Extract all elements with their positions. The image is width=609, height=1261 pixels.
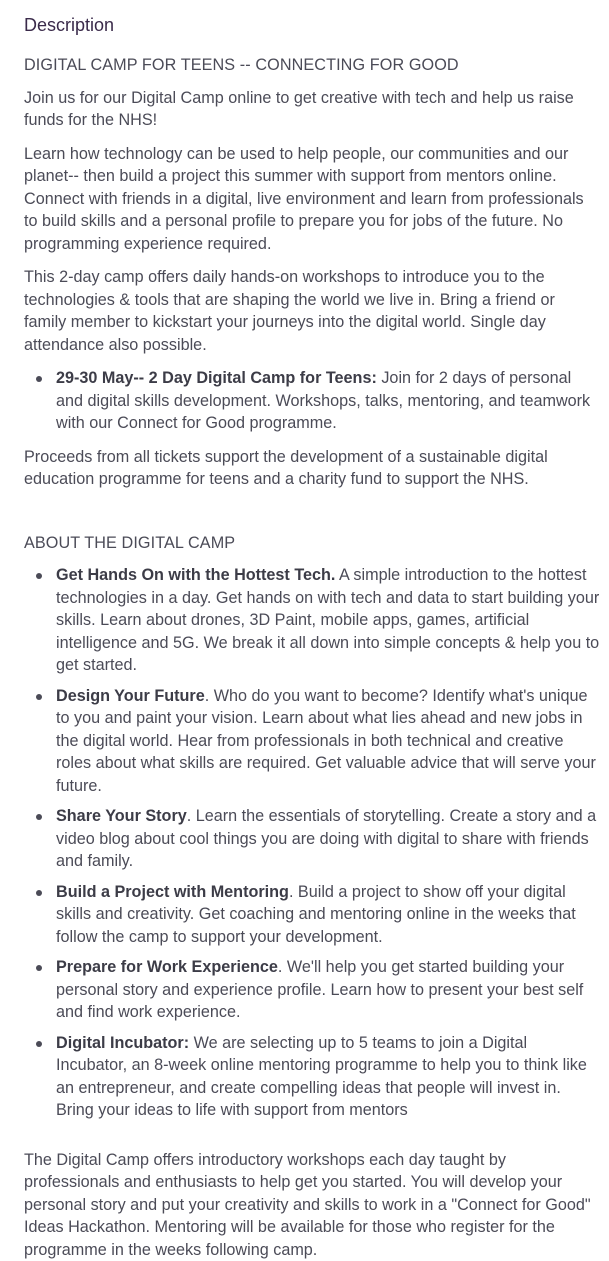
list-item (56, 805, 601, 873)
bullet-icon (36, 573, 42, 579)
list-item-text: We are selecting up to 5 teams to join a Digital Incubator, an 8-week online mentoring programme to help you to think like an entrepreneur, and create compelling ideas that people will invest in. Bring your ideas to life with support from mentors (56, 1034, 587, 1120)
list-item (56, 881, 601, 949)
description-heading: Description (24, 12, 601, 38)
proceeds-paragraph: Proceeds from all tickets support the development of a sustainable digital education programme for teens and a charity fund to support the NHS. (24, 446, 601, 491)
bullet-icon (36, 694, 42, 700)
list-item-text: . Learn the essentials of storytelling. Create a story and a video blog about cool things you are doing with digital to share with friends and family. (56, 807, 596, 870)
list-item-bold: Get Hands On with the Hottest Tech. (56, 566, 335, 584)
camp-paragraph: This 2-day camp offers daily hands-on workshops to introduce you to the technologies & tools that are shaping the world we live in. Bring a friend or family member to kickstart your journeys into the digital world. Single day attendance also possible. (24, 266, 601, 356)
learn-paragraph: Learn how technology can be used to help people, our communities and our planet-- then build a project this summer with support from mentors online. Connect with friends in a digital, live environment and learn from professionals to build skills and a personal profile to prepare you for jobs of the future. No programming experience required. (24, 143, 601, 256)
bullet-icon (36, 376, 42, 382)
list-item-text: A simple introduction to the hottest technologies in a day. Get hands on with tech and data to start building your skills. Learn about drones, 3D Paint, mobile apps, games, artificial intelligence and 5G. We break it all down into simple concepts & help you to get started. (56, 566, 599, 674)
about-list (24, 564, 601, 1122)
list-item-bold: Prepare for Work Experience (56, 958, 278, 976)
list-item-bold: Build a Project with Mentoring (56, 883, 289, 901)
list-item-bold: Share Your Story (56, 807, 187, 825)
bullet-icon (36, 814, 42, 820)
list-item (56, 685, 601, 798)
list-item (56, 564, 601, 677)
section-spacer (24, 1133, 601, 1149)
list-item-text: . Who do you want to become? Identify what's unique to you and paint your vision. Learn about what lies ahead and new jobs in the digital world. Hear from professionals in both technical and creative roles about what skills are required. Get valuable advice that will serve your future. (56, 687, 596, 795)
list-item (56, 1032, 601, 1122)
bullet-icon (36, 890, 42, 896)
list-item-text: . Build a project to show off your digital skills and creativity. Get coaching and mentoring online in the weeks that follow the camp to support your development. (56, 883, 576, 946)
list-item (56, 367, 601, 435)
list-item (56, 956, 601, 1024)
bullet-icon (36, 965, 42, 971)
closing-paragraph: The Digital Camp offers introductory workshops each day taught by professionals and enthusiasts to help get you started. You will develop your personal story and put your creativity and skills to work in a "Connect for Good" Ideas Hackathon. Mentoring will be available for those who register for the programme in the weeks following camp. (24, 1149, 601, 1261)
list-item-bold: Digital Incubator: (56, 1034, 189, 1052)
list-item-text: Join for 2 days of personal and digital skills development. Workshops, talks, mentoring, and teamwork with our Connect for Good programme. (56, 369, 590, 432)
intro-paragraph: Join us for our Digital Camp online to get creative with tech and help us raise funds for the NHS! (24, 87, 601, 132)
list-item-bold: 29-30 May-- 2 Day Digital Camp for Teens: (56, 369, 377, 387)
camp-dates-list (24, 367, 601, 435)
list-item-text: . We'll help you get started building your personal story and experience profile. Learn how to present your best self and find work experience. (56, 958, 583, 1021)
section-title-digital-camp: DIGITAL CAMP FOR TEENS -- CONNECTING FOR GOOD (24, 54, 601, 77)
bullet-icon (36, 1041, 42, 1047)
section-spacer (24, 502, 601, 532)
section-title-about: ABOUT THE DIGITAL CAMP (24, 532, 601, 555)
list-item-bold: Design Your Future (56, 687, 205, 705)
